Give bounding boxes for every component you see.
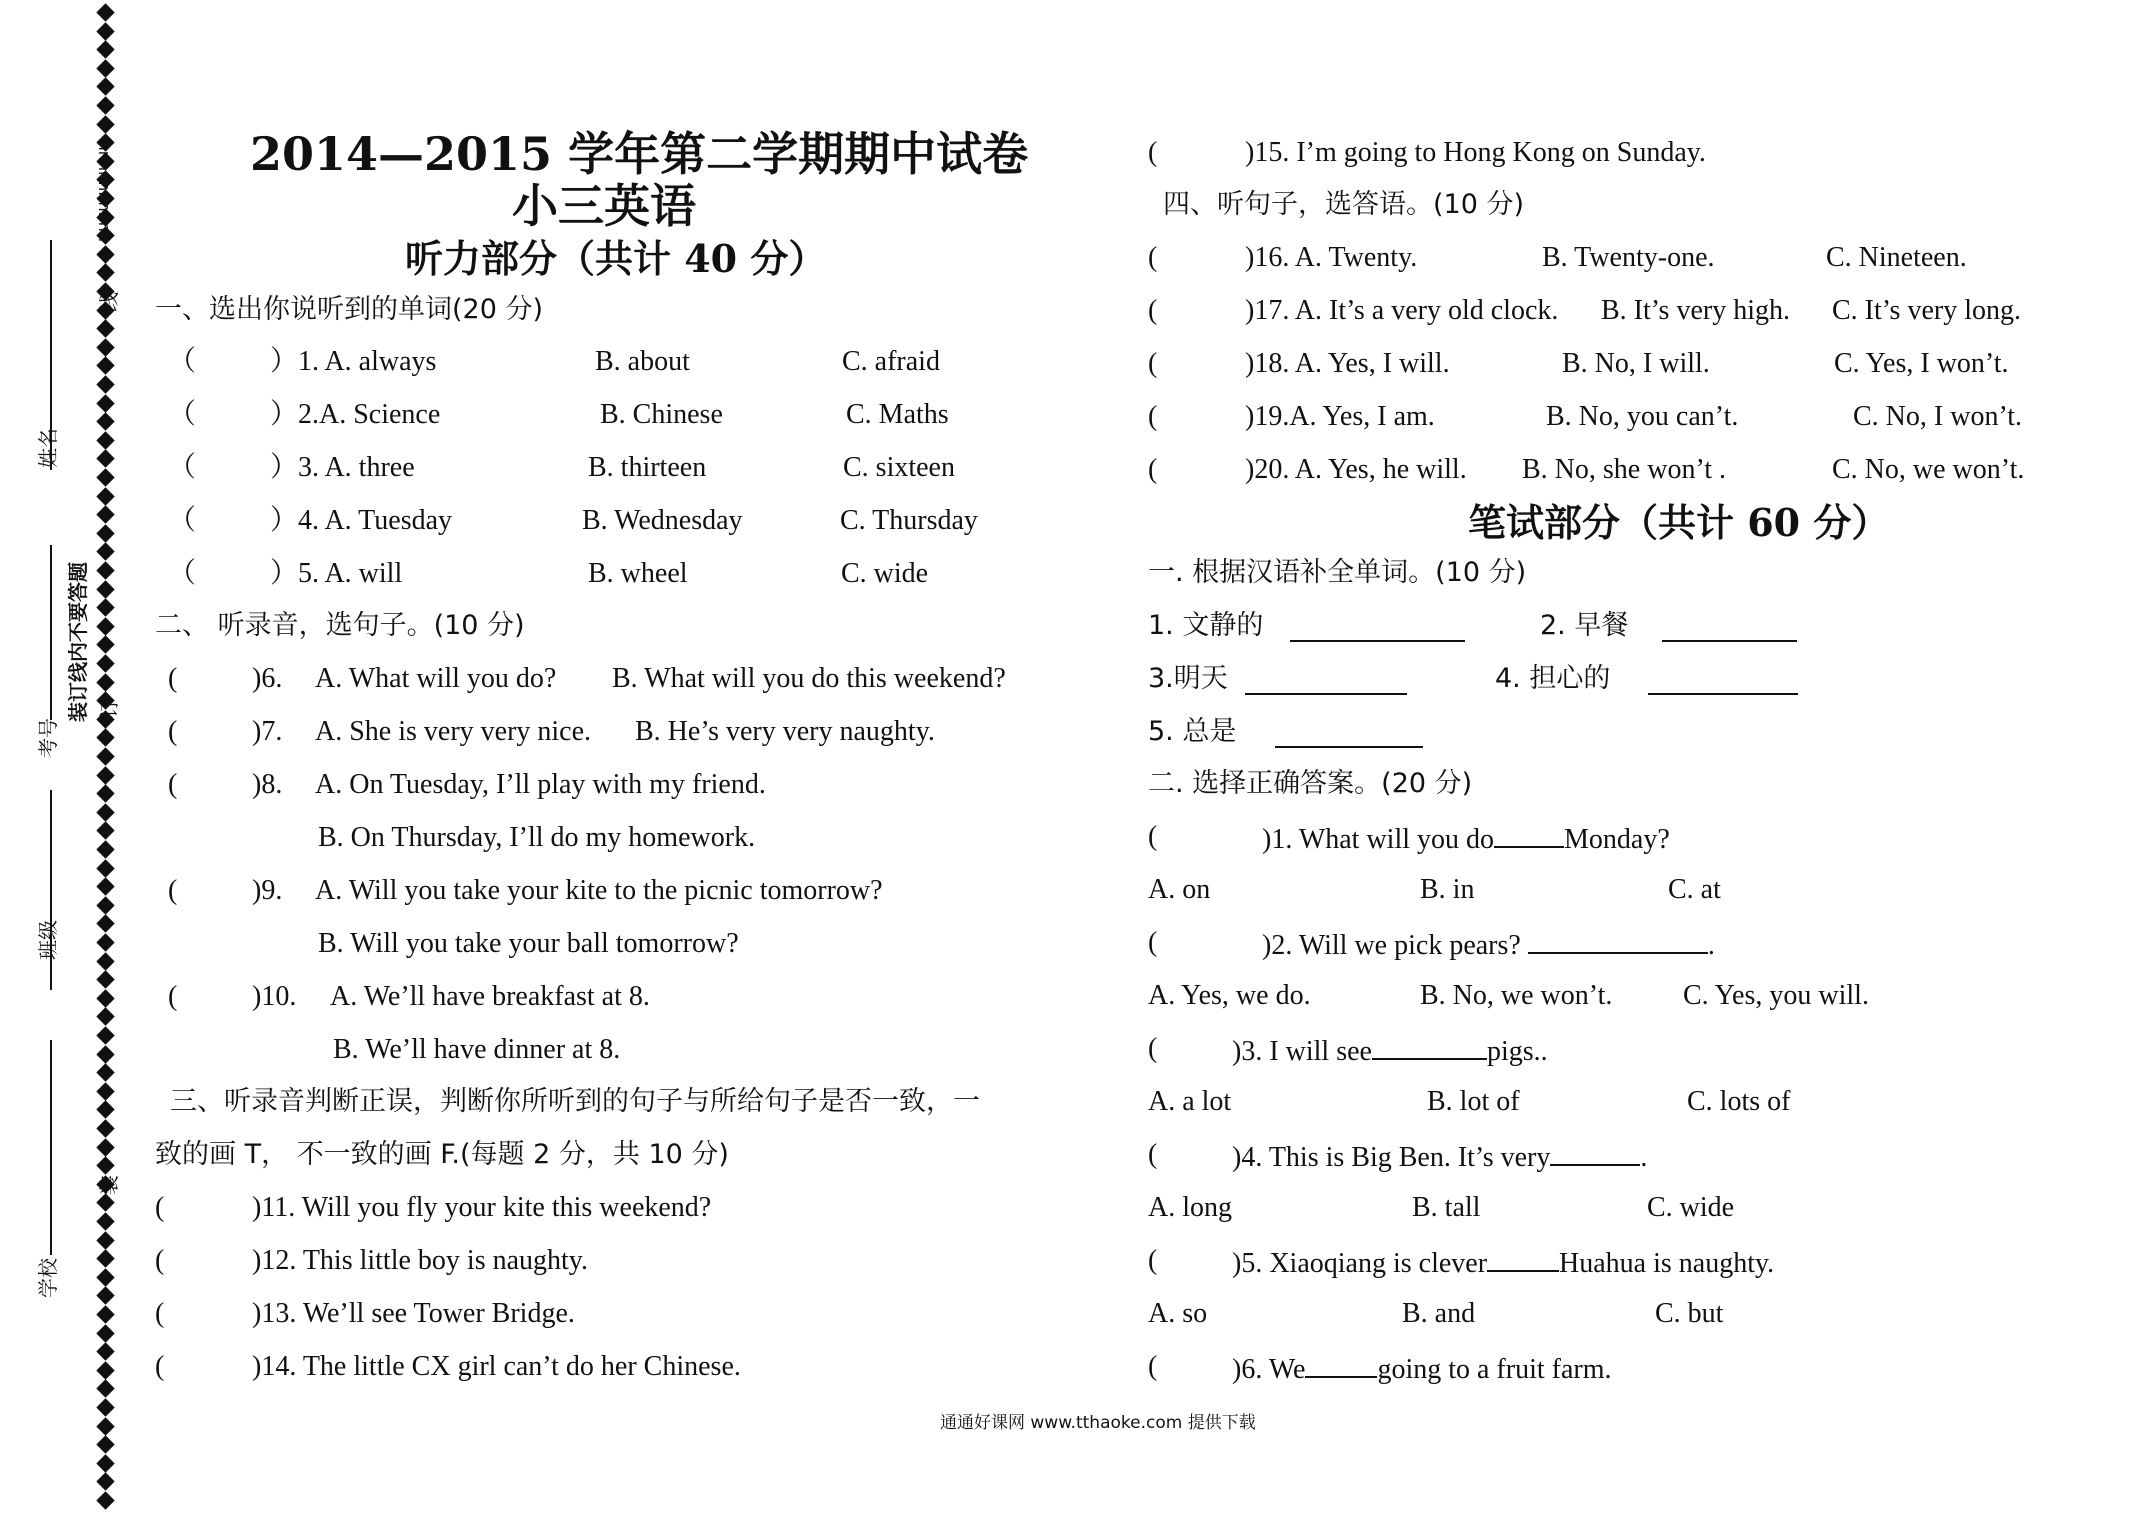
binding-diamond bbox=[96, 1249, 114, 1267]
binding-diamond bbox=[96, 970, 114, 988]
question-post: . bbox=[1707, 930, 1715, 961]
binding-diamond bbox=[96, 952, 114, 970]
binding-diamond bbox=[96, 1268, 114, 1286]
binding-diamond bbox=[96, 1454, 114, 1472]
written-part1-heading: 一. 根据汉语补全单词。(10 分) bbox=[1148, 557, 1527, 588]
question-blank[interactable] bbox=[1528, 926, 1708, 954]
binding-notice: 装订线内不要答题 bbox=[66, 562, 90, 722]
answer-paren: ( bbox=[1148, 454, 1158, 485]
binding-diamond bbox=[96, 729, 114, 747]
binding-diamond bbox=[96, 1231, 114, 1249]
statement: )15. I’m going to Hong Kong on Sunday. bbox=[1245, 137, 1706, 168]
option-a: A. She is very very nice. bbox=[315, 716, 592, 747]
exam-no-label: 考号 bbox=[36, 718, 60, 758]
binding-diamond bbox=[96, 822, 114, 840]
option-b: B. What will you do this weekend? bbox=[612, 663, 1006, 694]
option-a: A. On Tuesday, I’ll play with my friend. bbox=[315, 769, 766, 800]
exam-no-line bbox=[50, 545, 52, 720]
part1-heading: 一、选出你说听到的单词(20 分) bbox=[155, 294, 544, 325]
binding-diamond bbox=[96, 561, 114, 579]
option-a: )18. A. Yes, I will. bbox=[1245, 348, 1450, 379]
answer-paren: （ bbox=[168, 558, 197, 589]
binding-diamond bbox=[96, 1417, 114, 1435]
option-c: C. sixteen bbox=[843, 452, 955, 483]
answer-paren: ( bbox=[168, 769, 178, 800]
binding-diamond bbox=[96, 1045, 114, 1063]
binding-diamond bbox=[96, 1212, 114, 1230]
binding-diamond bbox=[96, 989, 114, 1007]
binding-diamond bbox=[96, 673, 114, 691]
vocab-blank[interactable] bbox=[1648, 667, 1798, 695]
binding-diamond bbox=[96, 1082, 114, 1100]
vocab-item: 2. 早餐 bbox=[1540, 610, 1629, 641]
option-a: )16. A. Twenty. bbox=[1245, 242, 1418, 273]
option-b: B. Will you take your ball tomorrow? bbox=[318, 928, 739, 959]
question-blank[interactable] bbox=[1550, 1138, 1640, 1166]
question-pre: )1. What will you do bbox=[1262, 824, 1495, 855]
option-a: ）4. A. Tuesday bbox=[270, 505, 453, 536]
u-marks: uuuuuuuuuu bbox=[93, 140, 112, 242]
option-b: B. in bbox=[1420, 874, 1475, 905]
binding-diamond bbox=[96, 468, 114, 486]
binding-diamond bbox=[96, 803, 114, 821]
zhuang-char: 装 bbox=[97, 1175, 121, 1195]
binding-diamond bbox=[96, 747, 114, 765]
binding-diamond bbox=[96, 40, 114, 58]
option-a: A. We’ll have breakfast at 8. bbox=[330, 981, 650, 1012]
answer-paren: ( bbox=[168, 716, 178, 747]
option-a: A. Yes, we do. bbox=[1148, 980, 1311, 1011]
option-b: B. about bbox=[595, 346, 690, 377]
question-text bbox=[1232, 1032, 1548, 1069]
answer-paren: ( bbox=[155, 1298, 165, 1329]
binding-diamond bbox=[96, 654, 114, 672]
binding-diamond bbox=[96, 1435, 114, 1453]
binding-diamond bbox=[96, 1026, 114, 1044]
page-footer: 通通好课网 www.tthaoke.com 提供下载 bbox=[940, 1413, 1256, 1433]
binding-diamond bbox=[96, 859, 114, 877]
binding-diamond bbox=[96, 487, 114, 505]
answer-paren: ( bbox=[155, 1192, 165, 1223]
statement: )14. The little CX girl can’t do her Chinese. bbox=[252, 1351, 741, 1382]
answer-paren: ( bbox=[1148, 348, 1158, 379]
option-b: B. tall bbox=[1412, 1192, 1481, 1223]
question-text bbox=[1262, 820, 1670, 857]
vocab-item: 4. 担心的 bbox=[1495, 663, 1611, 694]
part2-heading: 二、 听录音，选句子。(10 分) bbox=[155, 610, 525, 641]
binding-diamond bbox=[96, 319, 114, 337]
vocab-blank[interactable] bbox=[1662, 614, 1797, 642]
option-c: C. Nineteen. bbox=[1826, 242, 1967, 273]
option-b: B. and bbox=[1402, 1298, 1476, 1329]
vocab-item: 1. 文静的 bbox=[1148, 610, 1264, 641]
statement: )11. Will you fly your kite this weekend? bbox=[252, 1192, 712, 1223]
option-a: A. a lot bbox=[1148, 1086, 1232, 1117]
question-blank[interactable] bbox=[1494, 820, 1564, 848]
binding-diamond bbox=[96, 1287, 114, 1305]
class-line bbox=[50, 790, 52, 990]
question-number: )7. bbox=[252, 716, 283, 747]
school-line bbox=[50, 1040, 52, 1255]
binding-diamond bbox=[96, 59, 114, 77]
vocab-blank[interactable] bbox=[1290, 614, 1465, 642]
option-c: C. Maths bbox=[846, 399, 949, 430]
question-blank[interactable] bbox=[1305, 1350, 1377, 1378]
binding-diamond bbox=[96, 78, 114, 96]
line-char: 线 bbox=[97, 292, 121, 312]
answer-paren: ( bbox=[1148, 1033, 1158, 1064]
binding-diamond bbox=[96, 1380, 114, 1398]
option-b: B. We’ll have dinner at 8. bbox=[333, 1034, 621, 1065]
binding-diamond bbox=[96, 1324, 114, 1342]
option-a: )17. A. It’s a very old clock. bbox=[1245, 295, 1559, 326]
answer-paren: ( bbox=[1148, 927, 1158, 958]
binding-diamond bbox=[96, 115, 114, 133]
option-c: C. wide bbox=[841, 558, 929, 589]
question-post: going to a fruit farm. bbox=[1377, 1354, 1612, 1385]
ding-char: 订 bbox=[97, 698, 121, 718]
question-pre: )2. Will we pick pears? bbox=[1262, 930, 1521, 961]
question-pre: )3. I will see bbox=[1232, 1036, 1372, 1067]
vocab-item: 5. 总是 bbox=[1148, 716, 1237, 747]
option-c: C. afraid bbox=[842, 346, 940, 377]
answer-paren: ( bbox=[1148, 242, 1158, 273]
binding-diamond bbox=[96, 1138, 114, 1156]
option-c: C. at bbox=[1668, 874, 1721, 905]
option-b: B. Wednesday bbox=[582, 505, 743, 536]
binding-diamond bbox=[96, 915, 114, 933]
name-label: 姓名 bbox=[36, 428, 60, 468]
binding-diamond bbox=[96, 96, 114, 114]
answer-paren: ( bbox=[1148, 1351, 1158, 1382]
question-pre: )6. We bbox=[1232, 1354, 1306, 1385]
option-b: B. On Thursday, I’ll do my homework. bbox=[318, 822, 756, 853]
binding-diamond bbox=[96, 450, 114, 468]
binding-diamond bbox=[96, 1119, 114, 1137]
binding-diamond bbox=[96, 1101, 114, 1119]
question-post: Monday? bbox=[1564, 824, 1670, 855]
option-c: C. but bbox=[1655, 1298, 1724, 1329]
binding-diamond bbox=[96, 412, 114, 430]
answer-paren: （ bbox=[168, 505, 197, 536]
answer-paren: ( bbox=[1148, 1245, 1158, 1276]
binding-diamond bbox=[96, 580, 114, 598]
binding-diamond bbox=[96, 1305, 114, 1323]
statement: )13. We’ll see Tower Bridge. bbox=[252, 1298, 575, 1329]
binding-diamond bbox=[96, 1008, 114, 1026]
question-post: pigs.. bbox=[1486, 1036, 1548, 1067]
vocab-blank[interactable] bbox=[1245, 667, 1407, 695]
question-number: )6. bbox=[252, 663, 283, 694]
option-a: ）1. A. always bbox=[270, 346, 437, 377]
answer-paren: ( bbox=[155, 1351, 165, 1382]
question-pre: )4. This is Big Ben. It’s very bbox=[1232, 1142, 1551, 1173]
option-c: C. wide bbox=[1647, 1192, 1735, 1223]
binding-diamond bbox=[96, 3, 114, 21]
question-number: )9. bbox=[252, 875, 283, 906]
option-a: ）2.A. Science bbox=[270, 399, 441, 430]
binding-diamond bbox=[96, 394, 114, 412]
option-c: C. No, I won’t. bbox=[1853, 401, 2023, 432]
binding-diamond bbox=[96, 1361, 114, 1379]
option-c: C. Yes, you will. bbox=[1683, 980, 1869, 1011]
option-a: A. on bbox=[1148, 874, 1211, 905]
option-a: A. What will you do? bbox=[315, 663, 557, 694]
binding-diamond bbox=[96, 357, 114, 375]
answer-paren: （ bbox=[168, 399, 197, 430]
answer-paren: ( bbox=[168, 981, 178, 1012]
option-a: )20. A. Yes, he will. bbox=[1245, 454, 1467, 485]
binding-diamond bbox=[96, 338, 114, 356]
binding-diamond bbox=[96, 245, 114, 263]
option-c: C. Thursday bbox=[840, 505, 978, 536]
question-text bbox=[1232, 1244, 1774, 1281]
option-b: B. wheel bbox=[588, 558, 688, 589]
option-b: B. It’s very high. bbox=[1601, 295, 1790, 326]
vocab-item: 3.明天 bbox=[1148, 663, 1228, 694]
option-c: C. Yes, I won’t. bbox=[1834, 348, 2009, 379]
binding-diamond bbox=[96, 264, 114, 282]
binding-diamond bbox=[96, 877, 114, 895]
option-b: B. Chinese bbox=[600, 399, 723, 430]
option-b: B. thirteen bbox=[588, 452, 707, 483]
binding-diamond bbox=[96, 636, 114, 654]
option-b: B. No, we won’t. bbox=[1420, 980, 1613, 1011]
binding-diamond bbox=[96, 1491, 114, 1509]
binding-diamond bbox=[96, 784, 114, 802]
binding-diamond bbox=[96, 431, 114, 449]
option-b: B. Twenty-one. bbox=[1542, 242, 1715, 273]
binding-diamond bbox=[96, 505, 114, 523]
part4-heading: 四、听句子，选答语。(10 分) bbox=[1163, 189, 1525, 220]
question-text bbox=[1232, 1350, 1612, 1387]
school-label: 学校 bbox=[36, 1258, 60, 1298]
option-c: C. It’s very long. bbox=[1832, 295, 2021, 326]
option-a: A. long bbox=[1148, 1192, 1232, 1223]
option-b: B. No, she won’t . bbox=[1522, 454, 1727, 485]
written-part2-heading: 二. 选择正确答案。(20 分) bbox=[1148, 768, 1473, 799]
binding-diamond bbox=[96, 1194, 114, 1212]
question-blank[interactable] bbox=[1372, 1032, 1487, 1060]
class-label: 班级 bbox=[36, 920, 60, 960]
option-a: )19.A. Yes, I am. bbox=[1245, 401, 1435, 432]
binding-diamond bbox=[96, 1342, 114, 1360]
answer-paren: （ bbox=[168, 452, 197, 483]
vocab-blank[interactable] bbox=[1275, 720, 1423, 748]
answer-paren: ( bbox=[1148, 1139, 1158, 1170]
question-blank[interactable] bbox=[1487, 1244, 1559, 1272]
listening-title: 听力部分（共计 40 分） bbox=[405, 236, 827, 281]
binding-diamond bbox=[96, 1398, 114, 1416]
option-c: C. No, we won’t. bbox=[1832, 454, 2025, 485]
answer-paren: ( bbox=[168, 663, 178, 694]
option-a: A. Will you take your kite to the picnic tomorrow? bbox=[315, 875, 883, 906]
part3-heading-line2: 致的画 T， 不一致的画 F.(每题 2 分，共 10 分) bbox=[155, 1139, 729, 1170]
option-b: B. No, you can’t. bbox=[1546, 401, 1739, 432]
binding-diamond bbox=[96, 524, 114, 542]
option-a: ）3. A. three bbox=[270, 452, 415, 483]
binding-diamond bbox=[96, 1473, 114, 1491]
question-post: Huahua is naughty. bbox=[1559, 1248, 1775, 1279]
question-text bbox=[1232, 1138, 1647, 1175]
answer-paren: ( bbox=[1148, 821, 1158, 852]
option-b: B. He’s very very naughty. bbox=[635, 716, 935, 747]
answer-paren: ( bbox=[1148, 295, 1158, 326]
binding-diamond bbox=[96, 617, 114, 635]
binding-diamond bbox=[96, 543, 114, 561]
option-b: B. No, I will. bbox=[1562, 348, 1710, 379]
question-pre: )5. Xiaoqiang is clever bbox=[1232, 1248, 1488, 1279]
option-c: C. lots of bbox=[1687, 1086, 1791, 1117]
written-title: 笔试部分（共计 60 分） bbox=[1468, 500, 1890, 545]
part3-heading-line1: 三、听录音判断正误，判断你所听到的句子与所给句子是否一致，一 bbox=[170, 1086, 980, 1117]
binding-diamond bbox=[96, 896, 114, 914]
binding-diamond bbox=[96, 1156, 114, 1174]
binding-diamond bbox=[96, 598, 114, 616]
answer-paren: ( bbox=[1148, 401, 1158, 432]
answer-paren: ( bbox=[155, 1245, 165, 1276]
answer-paren: ( bbox=[1148, 137, 1158, 168]
statement: )12. This little boy is naughty. bbox=[252, 1245, 588, 1276]
exam-title: 2014—2015 学年第二学期期中试卷 bbox=[250, 127, 1029, 181]
binding-diamond bbox=[96, 766, 114, 784]
exam-subtitle: 小三英语 bbox=[512, 179, 696, 233]
question-post: . bbox=[1640, 1142, 1648, 1173]
binding-diamond bbox=[96, 840, 114, 858]
question-number: )10. bbox=[252, 981, 297, 1012]
binding-diamond bbox=[96, 933, 114, 951]
binding-diamond bbox=[96, 375, 114, 393]
option-b: B. lot of bbox=[1427, 1086, 1520, 1117]
question-text bbox=[1262, 926, 1715, 963]
option-a: A. so bbox=[1148, 1298, 1208, 1329]
answer-paren: ( bbox=[168, 875, 178, 906]
option-a: ）5. A. will bbox=[270, 558, 403, 589]
question-number: )8. bbox=[252, 769, 283, 800]
binding-diamond bbox=[96, 1063, 114, 1081]
answer-paren: （ bbox=[168, 346, 197, 377]
binding-diamond bbox=[96, 22, 114, 40]
